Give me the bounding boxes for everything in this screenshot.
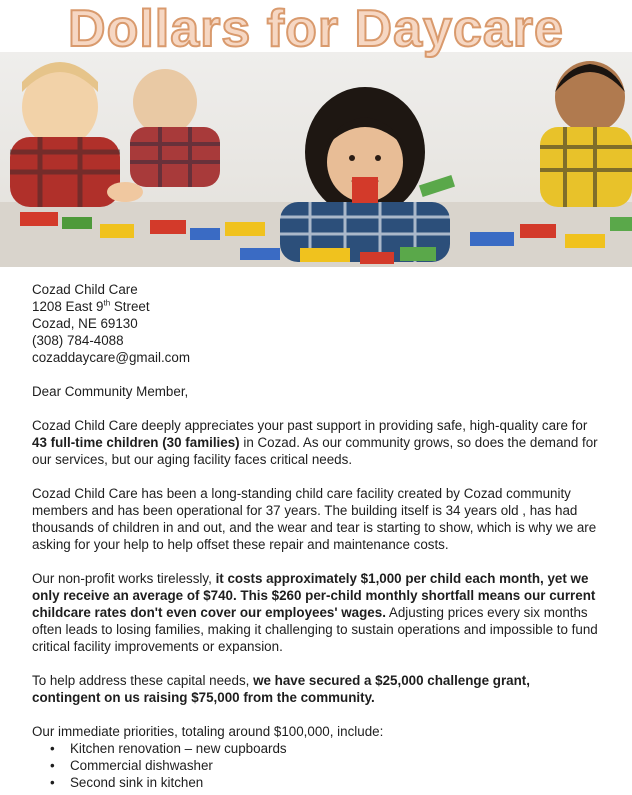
children-playing-blocks-photo (0, 52, 632, 267)
priorities-list (32, 740, 602, 791)
phone-number: (308) 784-4088 (32, 333, 124, 348)
list-item: • Commercial dishwasher (50, 758, 213, 773)
bullet-icon: • (50, 741, 55, 756)
return-address (32, 281, 602, 366)
list-item: • Second sink in kitchen (50, 775, 204, 790)
list-item: • Kitchen renovation – new cupboards (50, 741, 287, 756)
city-state-zip: Cozad, NE 69130 (32, 316, 138, 331)
street-address: 1208 East 9th Street (32, 298, 150, 314)
paragraph-challenge-grant: To help address these capital needs, we have secured a $25,000 challenge grant, contingent on us raising $75,000 from the community. (32, 673, 530, 705)
letter-body (32, 281, 602, 791)
page-title: Dollars for Daycare (68, 0, 564, 58)
bullet-icon: • (50, 775, 55, 790)
bullet-icon: • (50, 758, 55, 773)
paragraph-history: Cozad Child Care has been a long-standing child care facility created by Cozad community members and has been operational for 37 years. The building itself is 34 years old , has had thousands of children in and out, and the wear and tear is starting to show, which is why we are asking for your help to help offset these repair and maintenance costs. (32, 486, 597, 552)
child-left-figure (10, 62, 143, 207)
paragraph-costs: Our non-profit works tirelessly, it costs approximately $1,000 per child each month, yet we only receive an average of $740. This $260 per-child monthly shortfall means our current childcare rates don't even cover our employees' wages. Adjusting prices every six months often leads to losing families, making it challenging to sustain operations and impossible to fund critical facility improvements or expansion. (32, 571, 598, 654)
paragraph-appreciation: Cozad Child Care deeply appreciates your past support in providing safe, high-quality care for 43 full-time children (30 families) in Cozad. As our community grows, so does the demand for our services, but our aging facility faces critical needs. (32, 418, 598, 467)
priorities-intro: Our immediate priorities, totaling around $100,000, include: (32, 724, 384, 739)
salutation: Dear Community Member, (32, 384, 189, 399)
org-name: Cozad Child Care (32, 282, 138, 297)
email-address: cozaddaycare@gmail.com (32, 350, 190, 365)
